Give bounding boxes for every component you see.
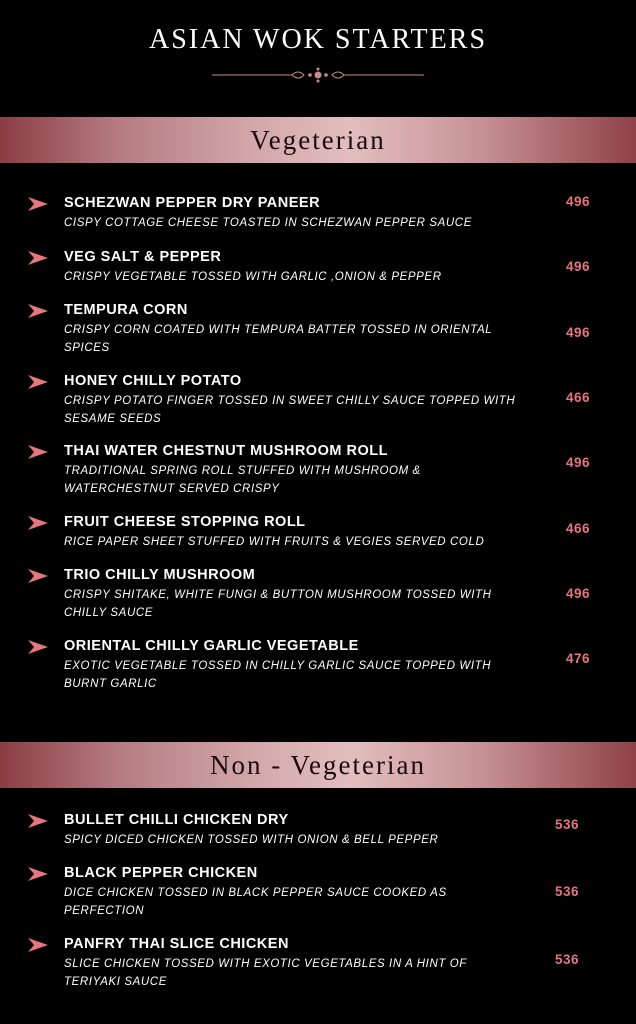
arrow-bullet-icon bbox=[28, 375, 48, 389]
item-name: SCHEZWAN PEPPER DRY PANEER bbox=[64, 195, 321, 211]
item-name: TEMPURA CORN bbox=[64, 302, 188, 318]
item-description: CRISPY POTATO FINGER TOSSED IN SWEET CHILLY SAUCE TOPPED WITH SESAME SEEDS bbox=[64, 395, 516, 425]
item-name: BULLET CHILLI CHICKEN DRY bbox=[64, 812, 289, 828]
item-price: 496 bbox=[566, 194, 591, 209]
section-header-non-vegetarian: Non - Vegeterian bbox=[0, 742, 636, 788]
item-name: PANFRY THAI SLICE CHICKEN bbox=[64, 936, 289, 952]
item-name: BLACK PEPPER CHICKEN bbox=[64, 865, 258, 881]
arrow-bullet-icon bbox=[28, 197, 48, 211]
item-name: HONEY CHILLY POTATO bbox=[64, 373, 242, 389]
item-description: EXOTIC VEGETABLE TOSSED IN CHILLY GARLIC SAUCE TOPPED WITH BURNT GARLIC bbox=[64, 660, 492, 690]
item-description: CRISPY CORN COATED WITH TEMPURA BATTER TOSSED IN ORIENTAL SPICES bbox=[64, 324, 493, 354]
item-description: CISPY COTTAGE CHEESE TOASTED IN SCHEZWAN PEPPER SAUCE bbox=[64, 217, 472, 229]
item-price: 466 bbox=[566, 390, 591, 405]
arrow-bullet-icon bbox=[28, 516, 48, 530]
arrow-bullet-icon bbox=[28, 304, 48, 318]
section-header-vegetarian: Vegeterian bbox=[0, 117, 636, 163]
item-name: FRUIT CHEESE STOPPING ROLL bbox=[64, 514, 306, 530]
item-name: THAI WATER CHESTNUT MUSHROOM ROLL bbox=[64, 443, 388, 459]
item-description: TRADITIONAL SPRING ROLL STUFFED WITH MUSHROOM & WATERCHESTNUT SERVED CRISPY bbox=[64, 465, 421, 495]
item-name: TRIO CHILLY MUSHROOM bbox=[64, 567, 256, 583]
arrow-bullet-icon bbox=[28, 569, 48, 583]
item-price: 536 bbox=[555, 817, 580, 832]
item-price: 466 bbox=[566, 521, 591, 536]
item-price: 536 bbox=[555, 952, 580, 967]
item-description: DICE CHICKEN TOSSED IN BLACK PEPPER SAUCE COOKED AS PERFECTION bbox=[64, 887, 447, 917]
item-price: 496 bbox=[566, 325, 591, 340]
item-price: 496 bbox=[566, 586, 591, 601]
item-name: VEG SALT & PEPPER bbox=[64, 249, 222, 265]
ornament-divider-icon bbox=[212, 66, 424, 84]
item-name: ORIENTAL CHILLY GARLIC VEGETABLE bbox=[64, 638, 359, 654]
arrow-bullet-icon bbox=[28, 938, 48, 952]
arrow-bullet-icon bbox=[28, 445, 48, 459]
item-description: SPICY DICED CHICKEN TOSSED WITH ONION & BELL PEPPER bbox=[64, 834, 439, 846]
item-price: 476 bbox=[566, 651, 591, 666]
arrow-bullet-icon bbox=[28, 640, 48, 654]
arrow-bullet-icon bbox=[28, 251, 48, 265]
item-description: SLICE CHICKEN TOSSED WITH EXOTIC VEGETABLES IN A HINT OF TERIYAKI SAUCE bbox=[64, 958, 467, 988]
item-description: CRISPY VEGETABLE TOSSED WITH GARLIC ,ONION & PEPPER bbox=[64, 271, 442, 283]
item-description: CRISPY SHITAKE, WHITE FUNGI & BUTTON MUSHROOM TOSSED WITH CHILLY SAUCE bbox=[64, 589, 492, 619]
item-price: 496 bbox=[566, 455, 591, 470]
item-price: 536 bbox=[555, 884, 580, 899]
arrow-bullet-icon bbox=[28, 814, 48, 828]
item-description: RICE PAPER SHEET STUFFED WITH FRUITS & VEGIES SERVED COLD bbox=[64, 536, 485, 548]
item-price: 496 bbox=[566, 259, 591, 274]
arrow-bullet-icon bbox=[28, 867, 48, 881]
page-title: ASIAN WOK STARTERS bbox=[148, 24, 488, 55]
